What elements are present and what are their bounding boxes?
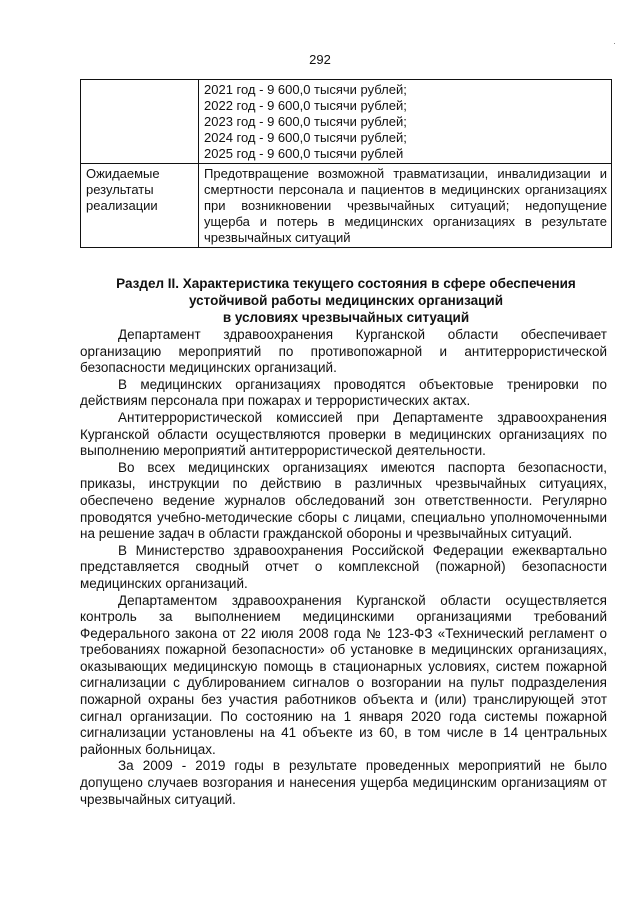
funding-line: 2024 год - 9 600,0 тысячи рублей;	[204, 130, 407, 145]
funding-lines-cell	[199, 80, 612, 164]
funding-line: 2023 год - 9 600,0 тысячи рублей;	[204, 114, 407, 129]
section-body	[80, 327, 607, 808]
expected-results-text: Предотвращение возможной травматизации, инвалидизации и смертности персонала и пациентов в медицинских организациях при возникновении чрезвычайных ситуаций; недопущение ущерба и потерь в медицинских организациях в результате чрезвычайных ситуаций	[199, 164, 612, 248]
paragraph: Антитеррористической комиссией при Департаменте здравоохранения Курганской области осуществляются проверки в медицинских организациях по выполнению мероприятий антитеррористической деятельности.	[80, 409, 607, 459]
funding-line: 2025 год - 9 600,0 тысячи рублей	[204, 146, 404, 161]
page-number: 292	[309, 52, 331, 67]
paragraph: Департаментом здравоохранения Курганской области осуществляется контроль за выполнением медицинскими организациями требований Федерального закона от 22 июля 2008 года № 123-ФЗ «Технический регламент о требованиях пожарной безопасности» об установке в медицинских организациях, оказывающих медицинскую помощь в стационарных условиях, систем пожарной сигнализации с дублированием сигналов о возгорании на пульт подразделения пожарной охраны без участия работников объекта и (или) транслирующей этот сигнал организации. По состоянию на 1 января 2020 года системы пожарной сигнализации установлены на 41 объекте из 60, в том числе в 14 центральных районных больницах.	[80, 592, 607, 757]
paragraph: В Министерство здравоохранения Российской Федерации ежеквартально представляется сводный отчет о комплексной (пожарной) безопасности медицинских организаций.	[80, 542, 607, 591]
table-row	[81, 164, 612, 248]
table-row	[81, 80, 612, 164]
funding-line: 2021 год - 9 600,0 тысячи рублей;	[204, 82, 407, 97]
section-heading-line: устойчивой работы медицинских организаций	[188, 293, 504, 308]
table-cell-empty	[81, 80, 199, 164]
paragraph: За 2009 - 2019 годы в результате проведенных мероприятий не было допущено случаев возгорания и нанесения ущерба медицинским организациям от чрезвычайных ситуаций.	[80, 758, 607, 807]
paragraph: В медицинских организациях проводятся объектовые тренировки по действиям персонала при пожарах и террористических актах.	[80, 376, 607, 409]
section-heading-line: Раздел II. Характеристика текущего состояния в сфере обеспечения	[116, 276, 576, 291]
paragraph: Департамент здравоохранения Курганской области обеспечивает организацию мероприятий по противопожарной и антитеррористической безопасности медицинских организаций.	[80, 327, 607, 376]
scan-edge-mark: ·	[613, 38, 616, 48]
section-heading	[80, 275, 612, 326]
section-heading-line: в условиях чрезвычайных ситуаций	[222, 310, 470, 325]
paragraph: Во всех медицинских организациях имеются паспорта безопасности, приказы, инструкции по действию в различных чрезвычайных ситуациях, обеспечено ведение журналов обследований зон ответственности. Регулярно проводятся учебно-методические сборы с лицами, специально уполномоченными на решение задач в области гражданской обороны и чрезвычайных ситуаций.	[80, 459, 607, 542]
expected-results-label: Ожидаемые результаты реализации	[81, 164, 199, 248]
program-passport-table	[80, 79, 612, 248]
funding-line: 2022 год - 9 600,0 тысячи рублей;	[204, 98, 407, 113]
